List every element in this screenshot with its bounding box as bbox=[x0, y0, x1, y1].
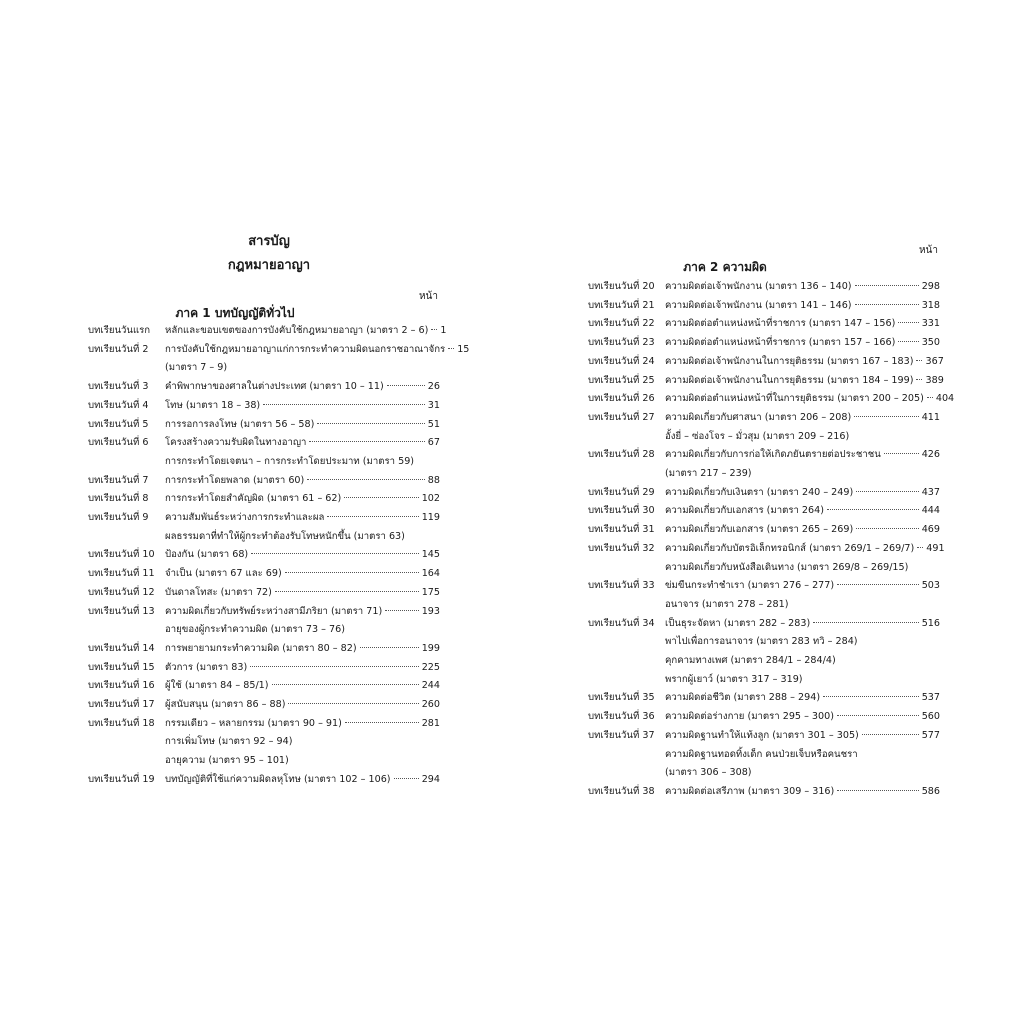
toc-topic: ความผิดต่อเจ้าพนักงาน (มาตรา 141 – 146) bbox=[665, 299, 852, 311]
toc-lesson-label: บทเรียนวันที่ 16 bbox=[88, 680, 155, 692]
dot-leader bbox=[855, 304, 919, 305]
toc-lesson-label: บทเรียนวันที่ 36 bbox=[588, 711, 655, 723]
toc-lesson-label: บทเรียนวันที่ 31 bbox=[588, 524, 655, 536]
dot-leader bbox=[431, 329, 437, 330]
toc-topic: ป้องกัน (มาตรา 68) bbox=[165, 549, 249, 561]
dot-leader bbox=[837, 790, 918, 791]
toc-page-number: 145 bbox=[421, 549, 440, 561]
dot-leader bbox=[385, 610, 418, 611]
toc-list-part-1 bbox=[88, 322, 470, 790]
toc-lesson-label: บทเรียนวันที่ 25 bbox=[588, 374, 655, 386]
toc-lesson-label: บทเรียนวันที่ 9 bbox=[88, 512, 149, 524]
toc-entry bbox=[588, 783, 940, 802]
toc-page-number: 469 bbox=[921, 524, 940, 536]
toc-topic: ผู้ใช้ (มาตรา 84 – 85/1) bbox=[165, 680, 269, 692]
toc-subtopic: ผลธรรมดาที่ทำให้ผู้กระทำต้องรับโทษหนักขึ้น (มาตรา 63) bbox=[165, 530, 405, 542]
toc-lesson-label: บทเรียนวันที่ 22 bbox=[588, 318, 655, 330]
toc-subtopic: อายุของผู้กระทำความผิด (มาตรา 73 – 76) bbox=[165, 624, 345, 636]
dot-leader bbox=[856, 491, 918, 492]
toc-page-number: 294 bbox=[421, 773, 440, 785]
toc-lesson-label: บทเรียนวันที่ 35 bbox=[588, 692, 655, 704]
toc-subtopic: พรากผู้เยาว์ (มาตรา 317 – 319) bbox=[665, 673, 803, 685]
toc-topic: ความผิดต่อเจ้าพนักงาน (มาตรา 136 – 140) bbox=[665, 281, 852, 292]
toc-topic: เป็นธุระจัดหา (มาตรา 282 – 283) bbox=[665, 617, 811, 629]
page-column-label: หน้า bbox=[418, 291, 438, 302]
dot-leader bbox=[272, 684, 419, 685]
toc-topic: ความสัมพันธ์ระหว่างการกระทำและผล bbox=[165, 512, 325, 524]
toc-topic: ข่มขืนกระทำชำเรา (มาตรา 276 – 277) bbox=[665, 580, 835, 592]
toc-entry bbox=[88, 416, 440, 435]
part-1-heading: ภาค 1 บทบัญญัติทั่วไป bbox=[175, 306, 295, 320]
dot-leader bbox=[288, 703, 418, 704]
toc-page-number: 537 bbox=[921, 692, 940, 704]
page-column-label: หน้า bbox=[918, 245, 938, 256]
toc-entry bbox=[88, 378, 440, 397]
toc-lesson-label: บทเรียนวันที่ 11 bbox=[88, 568, 155, 580]
toc-subtopic: อนาจาร (มาตรา 278 – 281) bbox=[665, 598, 789, 610]
toc-entry bbox=[588, 727, 940, 746]
toc-lesson-label: บทเรียนวันที่ 5 bbox=[88, 418, 149, 430]
toc-entry bbox=[588, 615, 940, 634]
toc-page-number: 516 bbox=[921, 617, 940, 629]
dot-leader bbox=[856, 528, 918, 529]
dot-leader bbox=[394, 778, 419, 779]
toc-entry bbox=[588, 278, 940, 297]
toc-page-number: 411 bbox=[921, 411, 940, 423]
toc-page-number: 164 bbox=[421, 568, 440, 580]
toc-lesson-label: บทเรียนวันที่ 20 bbox=[588, 281, 655, 292]
dot-leader bbox=[855, 285, 919, 286]
toc-topic: ความผิดเกี่ยวกับบัตรอิเล็กทรอนิกส์ (มาตรา 269/1 – 269/7) bbox=[665, 542, 915, 554]
toc-lesson-label: บทเรียนวันที่ 29 bbox=[588, 486, 655, 498]
dot-leader bbox=[813, 622, 918, 623]
dot-leader bbox=[884, 453, 919, 454]
toc-topic: ความผิดต่อตำแหน่งหน้าที่ในการยุติธรรม (มาตรา 200 – 205) bbox=[665, 393, 924, 405]
toc-topic: การรอการลงโทษ (มาตรา 56 – 58) bbox=[165, 418, 315, 430]
toc-topic: หลักและขอบเขตของการบังคับใช้กฎหมายอาญา (มาตรา 2 – 6) bbox=[165, 325, 429, 336]
toc-page-number: 281 bbox=[421, 717, 440, 729]
toc-topic: ความผิดต่อเสรีภาพ (มาตรา 309 – 316) bbox=[665, 785, 835, 797]
toc-lesson-label: บทเรียนวันที่ 13 bbox=[88, 605, 155, 617]
dot-leader bbox=[317, 423, 424, 424]
dot-leader bbox=[251, 553, 419, 554]
toc-lesson-label: บทเรียนวันที่ 19 bbox=[88, 773, 155, 785]
toc-lesson-label: บทเรียนวันที่ 17 bbox=[88, 699, 155, 711]
toc-lesson-label: บทเรียนวันที่ 34 bbox=[588, 617, 655, 629]
toc-topic: โครงสร้างความรับผิดในทางอาญา bbox=[165, 437, 307, 449]
dot-leader bbox=[823, 696, 919, 697]
toc-page-number: 88 bbox=[427, 474, 440, 486]
toc-lesson-label: บทเรียนวันที่ 18 bbox=[88, 717, 155, 729]
toc-lesson-label: บทเรียนวันที่ 2 bbox=[88, 343, 149, 355]
toc-page-number: 404 bbox=[935, 393, 955, 405]
toc-entry bbox=[588, 390, 955, 409]
dot-leader bbox=[275, 591, 419, 592]
toc-entry bbox=[88, 565, 440, 584]
toc-entry bbox=[588, 577, 940, 596]
toc-entry bbox=[588, 540, 945, 559]
dot-leader bbox=[898, 341, 918, 342]
toc-subtopic: พาไปเพื่อการอนาจาร (มาตรา 283 ทวิ – 284) bbox=[665, 636, 858, 648]
toc-page-number: 437 bbox=[921, 486, 940, 498]
toc-entry bbox=[588, 521, 940, 540]
toc-topic: ความผิดต่อเจ้าพนักงานในการยุติธรรม (มาตรา 167 – 183) bbox=[665, 355, 914, 367]
dot-leader bbox=[862, 734, 919, 735]
toc-page-number: 1 bbox=[440, 325, 447, 336]
toc-lesson-label: บทเรียนวันที่ 23 bbox=[588, 337, 655, 349]
toc-entry bbox=[588, 446, 940, 465]
dot-leader bbox=[345, 722, 419, 723]
toc-topic: บทบัญญัติที่ใช้แก่ความผิดลหุโทษ (มาตรา 102 – 106) bbox=[165, 773, 391, 785]
toc-topic: ผู้สนับสนุน (มาตรา 86 – 88) bbox=[165, 699, 286, 711]
toc-lesson-label: บทเรียนวันที่ 38 bbox=[588, 785, 655, 797]
toc-page-number: 350 bbox=[921, 337, 940, 349]
dot-leader bbox=[448, 348, 454, 349]
toc-subtopic: อั้งยี่ – ซ่องโจร – มั่วสุม (มาตรา 209 – 216) bbox=[665, 430, 850, 442]
toc-topic: การกระทำโดยสำคัญผิด (มาตรา 61 – 62) bbox=[165, 493, 342, 505]
toc-entry bbox=[88, 715, 440, 734]
toc-subtopic: การกระทำโดยเจตนา – การกระทำโดยประมาท (มาตรา 59) bbox=[165, 455, 415, 467]
toc-page-number: 586 bbox=[921, 785, 940, 797]
toc-topic: จำเป็น (มาตรา 67 และ 69) bbox=[165, 568, 282, 580]
toc-topic: ความผิดต่อร่างกาย (มาตรา 295 – 300) bbox=[665, 711, 834, 723]
toc-title-block bbox=[88, 232, 440, 276]
toc-page-number: 389 bbox=[925, 374, 944, 386]
toc-entry bbox=[588, 708, 940, 727]
toc-lesson-label: บทเรียนวันที่ 12 bbox=[88, 586, 155, 598]
toc-subtopic: (มาตรา 217 – 239) bbox=[665, 468, 752, 480]
toc-list-part-2 bbox=[588, 278, 955, 802]
toc-topic: ความผิดต่อชีวิต (มาตรา 288 – 294) bbox=[665, 692, 821, 704]
toc-topic: ความผิดต่อเจ้าพนักงานในการยุติธรรม (มาตรา 184 – 199) bbox=[665, 374, 914, 386]
toc-lesson-label: บทเรียนวันที่ 27 bbox=[588, 411, 655, 423]
toc-topic: โทษ (มาตรา 18 – 38) bbox=[165, 399, 261, 411]
toc-lesson-label: บทเรียนวันที่ 8 bbox=[88, 493, 149, 505]
toc-entry bbox=[588, 372, 944, 391]
toc-page-number: 577 bbox=[921, 729, 940, 741]
dot-leader bbox=[854, 416, 918, 417]
toc-subtopic: (มาตรา 7 – 9) bbox=[165, 362, 228, 374]
toc-page-number: 331 bbox=[921, 318, 940, 330]
toc-page-number: 298 bbox=[921, 281, 940, 292]
toc-lesson-label: บทเรียนวันที่ 4 bbox=[88, 399, 149, 411]
toc-lesson-label: บทเรียนวันที่ 3 bbox=[88, 381, 149, 393]
toc-subtopic: คุกคามทางเพศ (มาตรา 284/1 – 284/4) bbox=[665, 655, 836, 667]
toc-entry bbox=[88, 509, 440, 528]
dot-leader bbox=[837, 715, 919, 716]
toc-entry bbox=[588, 689, 940, 708]
toc-lesson-label: บทเรียนวันที่ 37 bbox=[588, 729, 655, 741]
toc-subtopic: การเพิ่มโทษ (มาตรา 92 – 94) bbox=[165, 736, 293, 748]
toc-entry bbox=[88, 546, 440, 565]
toc-topic: ความผิดเกี่ยวกับทรัพย์ระหว่างสามีภริยา (มาตรา 71) bbox=[165, 605, 383, 617]
toc-topic: ความผิดต่อตำแหน่งหน้าที่ราชการ (มาตรา 157 – 166) bbox=[665, 337, 896, 349]
toc-page-number: 31 bbox=[427, 399, 440, 411]
toc-entry bbox=[588, 484, 940, 503]
toc-page-number: 560 bbox=[921, 711, 940, 723]
toc-page-number: 199 bbox=[421, 642, 440, 654]
toc-entry bbox=[88, 696, 440, 715]
book-subtitle: กฎหมายอาญา bbox=[227, 258, 311, 273]
toc-lesson-label: บทเรียนวันที่ 28 bbox=[588, 449, 655, 461]
toc-lesson-label: บทเรียนวันที่ 32 bbox=[588, 542, 655, 554]
toc-page-number: 51 bbox=[427, 418, 440, 430]
toc-page-number: 15 bbox=[457, 343, 470, 355]
toc-entry bbox=[88, 584, 440, 603]
toc-topic: บันดาลโทสะ (มาตรา 72) bbox=[165, 586, 272, 598]
dot-leader bbox=[327, 516, 418, 517]
toc-page-number: 26 bbox=[427, 381, 440, 393]
dot-leader bbox=[916, 360, 922, 361]
dot-leader bbox=[285, 572, 419, 573]
right-page bbox=[588, 244, 955, 802]
toc-subtopic: ความผิดฐานทอดทิ้งเด็ก คนป่วยเจ็บหรือคนชรา bbox=[665, 748, 858, 760]
toc-topic: ความผิดเกี่ยวกับเอกสาร (มาตรา 264) bbox=[665, 505, 824, 517]
toc-subtopic: (มาตรา 306 – 308) bbox=[665, 767, 752, 779]
toc-entry bbox=[88, 677, 440, 696]
toc-entry bbox=[88, 659, 440, 678]
toc-lesson-label: บทเรียนวันที่ 14 bbox=[88, 642, 155, 654]
toc-page-number: 119 bbox=[421, 512, 440, 524]
toc-entry bbox=[88, 434, 440, 453]
toc-lesson-label: บทเรียนวันที่ 30 bbox=[588, 505, 655, 517]
toc-topic: กรรมเดียว – หลายกรรม (มาตรา 90 – 91) bbox=[165, 717, 342, 729]
dot-leader bbox=[263, 404, 425, 405]
toc-lesson-label: บทเรียนวันที่ 26 bbox=[588, 393, 655, 405]
toc-lesson-label: บทเรียนวันที่ 24 bbox=[588, 355, 655, 367]
toc-topic: ตัวการ (มาตรา 83) bbox=[165, 661, 248, 673]
toc-topic: การบังคับใช้กฎหมายอาญาแก่การกระทำความผิดนอกราชอาณาจักร bbox=[165, 343, 446, 355]
left-page bbox=[88, 232, 470, 790]
toc-lesson-label: บทเรียนวันที่ 10 bbox=[88, 549, 155, 561]
toc-page-number: 426 bbox=[921, 449, 940, 461]
toc-topic: ความผิดเกี่ยวกับเงินตรา (มาตรา 240 – 249) bbox=[665, 486, 854, 498]
toc-topic: ความผิดเกี่ยวกับเอกสาร (มาตรา 265 – 269) bbox=[665, 524, 854, 536]
toc-entry bbox=[588, 409, 940, 428]
toc-subtopic: อายุความ (มาตรา 95 – 101) bbox=[165, 755, 289, 767]
toc-topic: ความผิดต่อตำแหน่งหน้าที่ราชการ (มาตรา 147 – 156) bbox=[665, 318, 896, 330]
dot-leader bbox=[916, 379, 922, 380]
dot-leader bbox=[309, 441, 424, 442]
toc-lesson-label: บทเรียนวันที่ 7 bbox=[88, 474, 149, 486]
toc-page-number: 367 bbox=[925, 355, 944, 367]
toc-entry bbox=[88, 397, 440, 416]
toc-lesson-label: บทเรียนวันที่ 33 bbox=[588, 580, 655, 592]
toc-entry bbox=[588, 297, 940, 316]
dot-leader bbox=[250, 666, 418, 667]
toc-lesson-label: บทเรียนวันที่ 21 bbox=[588, 299, 655, 311]
toc-page-number: 260 bbox=[421, 699, 440, 711]
toc-topic: ความผิดฐานทำให้แท้งลูก (มาตรา 301 – 305) bbox=[665, 729, 859, 741]
toc-topic: ความผิดเกี่ยวกับศาสนา (มาตรา 206 – 208) bbox=[665, 411, 852, 423]
toc-page-number: 444 bbox=[921, 505, 940, 517]
toc-topic: คำพิพากษาของศาลในต่างประเทศ (มาตรา 10 – 11) bbox=[165, 381, 384, 393]
toc-lesson-label: บทเรียนวันที่ 6 bbox=[88, 437, 149, 449]
toc-page-number: 318 bbox=[921, 299, 940, 311]
dot-leader bbox=[387, 385, 425, 386]
toc-entry bbox=[88, 322, 447, 341]
dot-leader bbox=[898, 322, 918, 323]
toc-page-number: 175 bbox=[421, 586, 440, 598]
toc-entry bbox=[88, 771, 440, 790]
toc-entry bbox=[588, 502, 940, 521]
toc-page-number: 193 bbox=[421, 605, 440, 617]
toc-subtopic: ความผิดเกี่ยวกับหนังสือเดินทาง (มาตรา 269/8 – 269/15) bbox=[665, 561, 909, 573]
toc-lesson-label: บทเรียนวันแรก bbox=[88, 325, 151, 336]
toc-topic: การกระทำโดยพลาด (มาตรา 60) bbox=[165, 474, 305, 486]
toc-page-number: 67 bbox=[427, 437, 440, 449]
toc-title: สารบัญ bbox=[248, 234, 290, 249]
toc-entry bbox=[88, 472, 440, 491]
toc-entry bbox=[88, 603, 440, 622]
dot-leader bbox=[360, 647, 419, 648]
dot-leader bbox=[307, 479, 425, 480]
part-2-heading: ภาค 2 ความผิด bbox=[683, 260, 767, 274]
toc-page-number: 102 bbox=[421, 493, 440, 505]
toc-entry bbox=[88, 341, 470, 360]
toc-page-number: 503 bbox=[921, 580, 940, 592]
toc-page-number: 225 bbox=[421, 661, 440, 673]
toc-page-number: 491 bbox=[926, 542, 945, 554]
toc-entry bbox=[588, 315, 940, 334]
dot-leader bbox=[837, 584, 919, 585]
toc-entry bbox=[88, 490, 440, 509]
dot-leader bbox=[927, 397, 933, 398]
dot-leader bbox=[344, 497, 418, 498]
toc-page-number: 244 bbox=[421, 680, 440, 692]
toc-topic: ความผิดเกี่ยวกับการก่อให้เกิดภยันตรายต่อประชาชน bbox=[665, 449, 881, 461]
toc-topic: การพยายามกระทำความผิด (มาตรา 80 – 82) bbox=[165, 642, 357, 654]
dot-leader bbox=[827, 509, 919, 510]
dot-leader bbox=[917, 547, 923, 548]
toc-lesson-label: บทเรียนวันที่ 15 bbox=[88, 661, 155, 673]
toc-entry bbox=[88, 640, 440, 659]
toc-entry bbox=[588, 334, 940, 353]
toc-entry bbox=[588, 353, 944, 372]
